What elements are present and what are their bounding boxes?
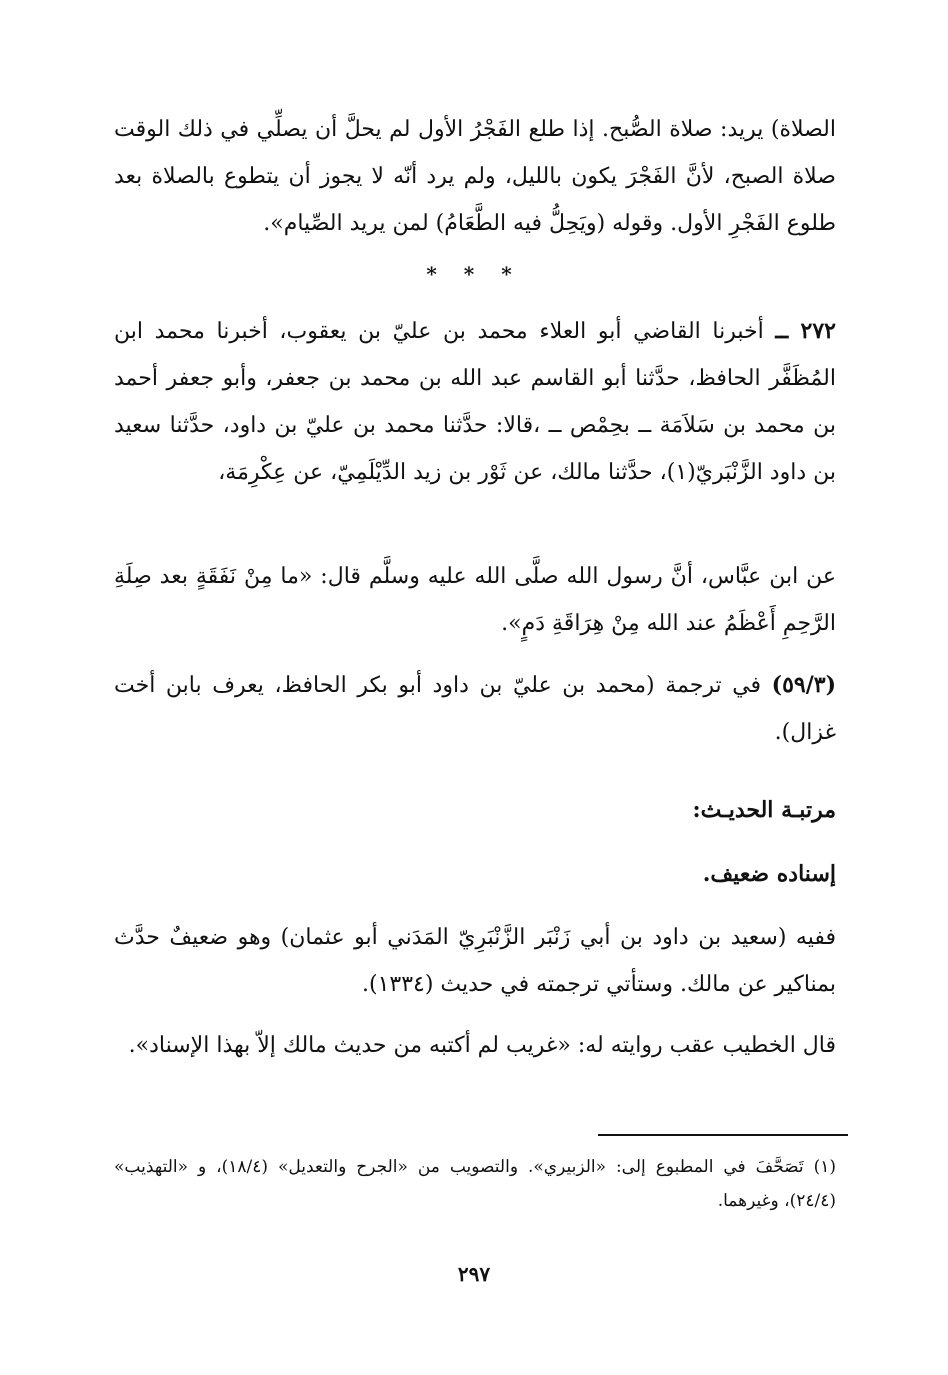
hadith-number: ٢٧٢ ــ bbox=[775, 318, 836, 344]
footnote-divider bbox=[598, 1134, 848, 1136]
reference-text: في ترجمة (محمد بن عليّ بن داود أبو بكر الحافظ، يعرف بابن أخت غزال). bbox=[114, 673, 836, 745]
hadith-isnad-paragraph bbox=[114, 308, 836, 496]
section-separator: * * * bbox=[426, 262, 522, 286]
commentary-paragraph: الصلاة) يريد: صلاة الصُّبح. إذا طلع الفَجْرُ الأول لم يحلَّ أن يصلِّي في ذلك الوقت صلاة الصبح، لأنَّ الفَجْرَ يكون بالليل، ولم يرد أنّه لا يجوز أن يتطوع بالصلاة بعد طلوع الفَجْرِ الأول. وقوله (ويَحِلُّ فيه الطَّعَامُ) لمن يريد الصِّيام». bbox=[114, 117, 836, 236]
source-reference-paragraph bbox=[114, 662, 836, 756]
hadith-matn-paragraph: عن ابن عبَّاس، أنَّ رسول الله صلَّى الله عليه وسلَّم قال: «ما مِنْ نَفَقَةٍ بعد صِلَةِ الرَّحِمِ أَعْظَمُ عند الله مِنْ هِرَاقَةِ دَمٍ». bbox=[114, 564, 836, 636]
isnad-text: أخبرنا القاضي أبو العلاء محمد بن عليّ بن يعقوب، أخبرنا محمد ابن المُظَفَّر الحافظ، حدَّثنا أبو القاسم عبد الله بن محمد بن جعفر، وأبو جعفر أحمد بن محمد بن سَلاَمَة ــ بحِمْص ــ ،قالا: حدَّثنا محمد بن عليّ بن داود، حدَّثنا سعيد بن داود الزَّنْبَريّ(١)، حدَّثنا مالك، عن ثَوْر بن زيد الدِّيْلَمِيّ، عن عِكْرِمَة، bbox=[114, 319, 836, 485]
grading-explanation: ففيه (سعيد بن داود بن أبي زَنْبَر الزَّنْبَرِيّ المَدَني أبو عثمان) وهو ضعيفٌ حدَّث بمناكير عن مالك. وستأتي ترجمته في حديث (١٣٣٤). bbox=[114, 925, 836, 997]
grading-statement: إسناده ضعيف. bbox=[702, 861, 836, 887]
khatib-quote: قال الخطيب عقب روايته له: «غريب لم أكتبه من حديث مالك إلاّ بهذا الإسناد». bbox=[128, 1033, 836, 1058]
section-heading: مرتبـة الحديـث: bbox=[692, 797, 836, 823]
footnote: (١) تَصَحَّفَ في المطبوع إلى: «الزبيري». والتصويب من «الجرح والتعديل» (١٨/٤)، و «التهذيب» (٢٤/٤)، وغيرهما. bbox=[114, 1157, 837, 1211]
page-number: ٢٩٧ bbox=[457, 1262, 491, 1286]
volume-page-reference: (٥٩/٣) bbox=[771, 672, 836, 698]
